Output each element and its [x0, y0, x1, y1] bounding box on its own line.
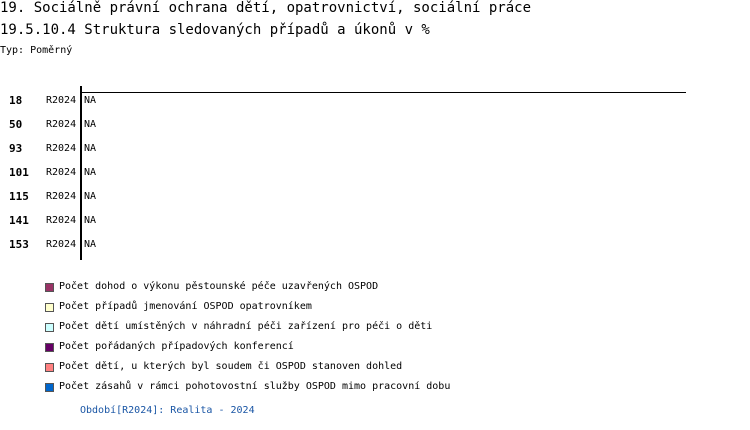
value-label: NA	[84, 143, 97, 154]
period-label: R2024	[46, 143, 77, 154]
legend-label: Počet dětí umístěných v náhradní péči zařízení pro péči o děti	[59, 321, 433, 332]
value-label: NA	[84, 167, 97, 178]
category-label: 18	[9, 94, 23, 107]
legend-label: Počet dohod o výkonu pěstounské péče uzavřených OSPOD	[59, 281, 379, 292]
period-footer: Období[R2024]: Realita - 2024	[80, 405, 255, 416]
y-axis-line	[80, 86, 82, 260]
value-label: NA	[84, 119, 97, 130]
legend-label: Počet pořádaných případových konferencí	[59, 341, 294, 352]
category-label: 93	[9, 142, 23, 155]
legend-label: Počet zásahů v rámci pohotovostní služby OSPOD mimo pracovní dobu	[59, 381, 451, 392]
category-label: 153	[9, 238, 29, 251]
period-label: R2024	[46, 239, 77, 250]
value-label: NA	[84, 215, 97, 226]
period-label: R2024	[46, 191, 77, 202]
legend-swatch	[45, 383, 54, 392]
category-label: 141	[9, 214, 29, 227]
legend-swatch	[45, 323, 54, 332]
page-title: 19. Sociálně právní ochrana dětí, opatrovnictví, sociální práce	[0, 0, 532, 16]
legend-label: Počet dětí, u kterých byl soudem či OSPOD stanoven dohled	[59, 361, 403, 372]
period-label: R2024	[46, 215, 77, 226]
legend-label: Počet případů jmenování OSPOD opatrovníkem	[59, 301, 312, 312]
chart-subtitle: 19.5.10.4 Struktura sledovaných případů a úkonů v %	[0, 22, 430, 38]
category-label: 101	[9, 166, 29, 179]
value-label: NA	[84, 239, 97, 250]
legend-swatch	[45, 343, 54, 352]
legend-swatch	[45, 303, 54, 312]
x-axis-line	[80, 92, 686, 93]
chart-type-label: Typ: Poměrný	[0, 45, 73, 56]
period-label: R2024	[46, 95, 77, 106]
category-label: 115	[9, 190, 29, 203]
legend-swatch	[45, 283, 54, 292]
category-label: 50	[9, 118, 23, 131]
period-label: R2024	[46, 167, 77, 178]
legend-swatch	[45, 363, 54, 372]
period-label: R2024	[46, 119, 77, 130]
value-label: NA	[84, 191, 97, 202]
value-label: NA	[84, 95, 97, 106]
